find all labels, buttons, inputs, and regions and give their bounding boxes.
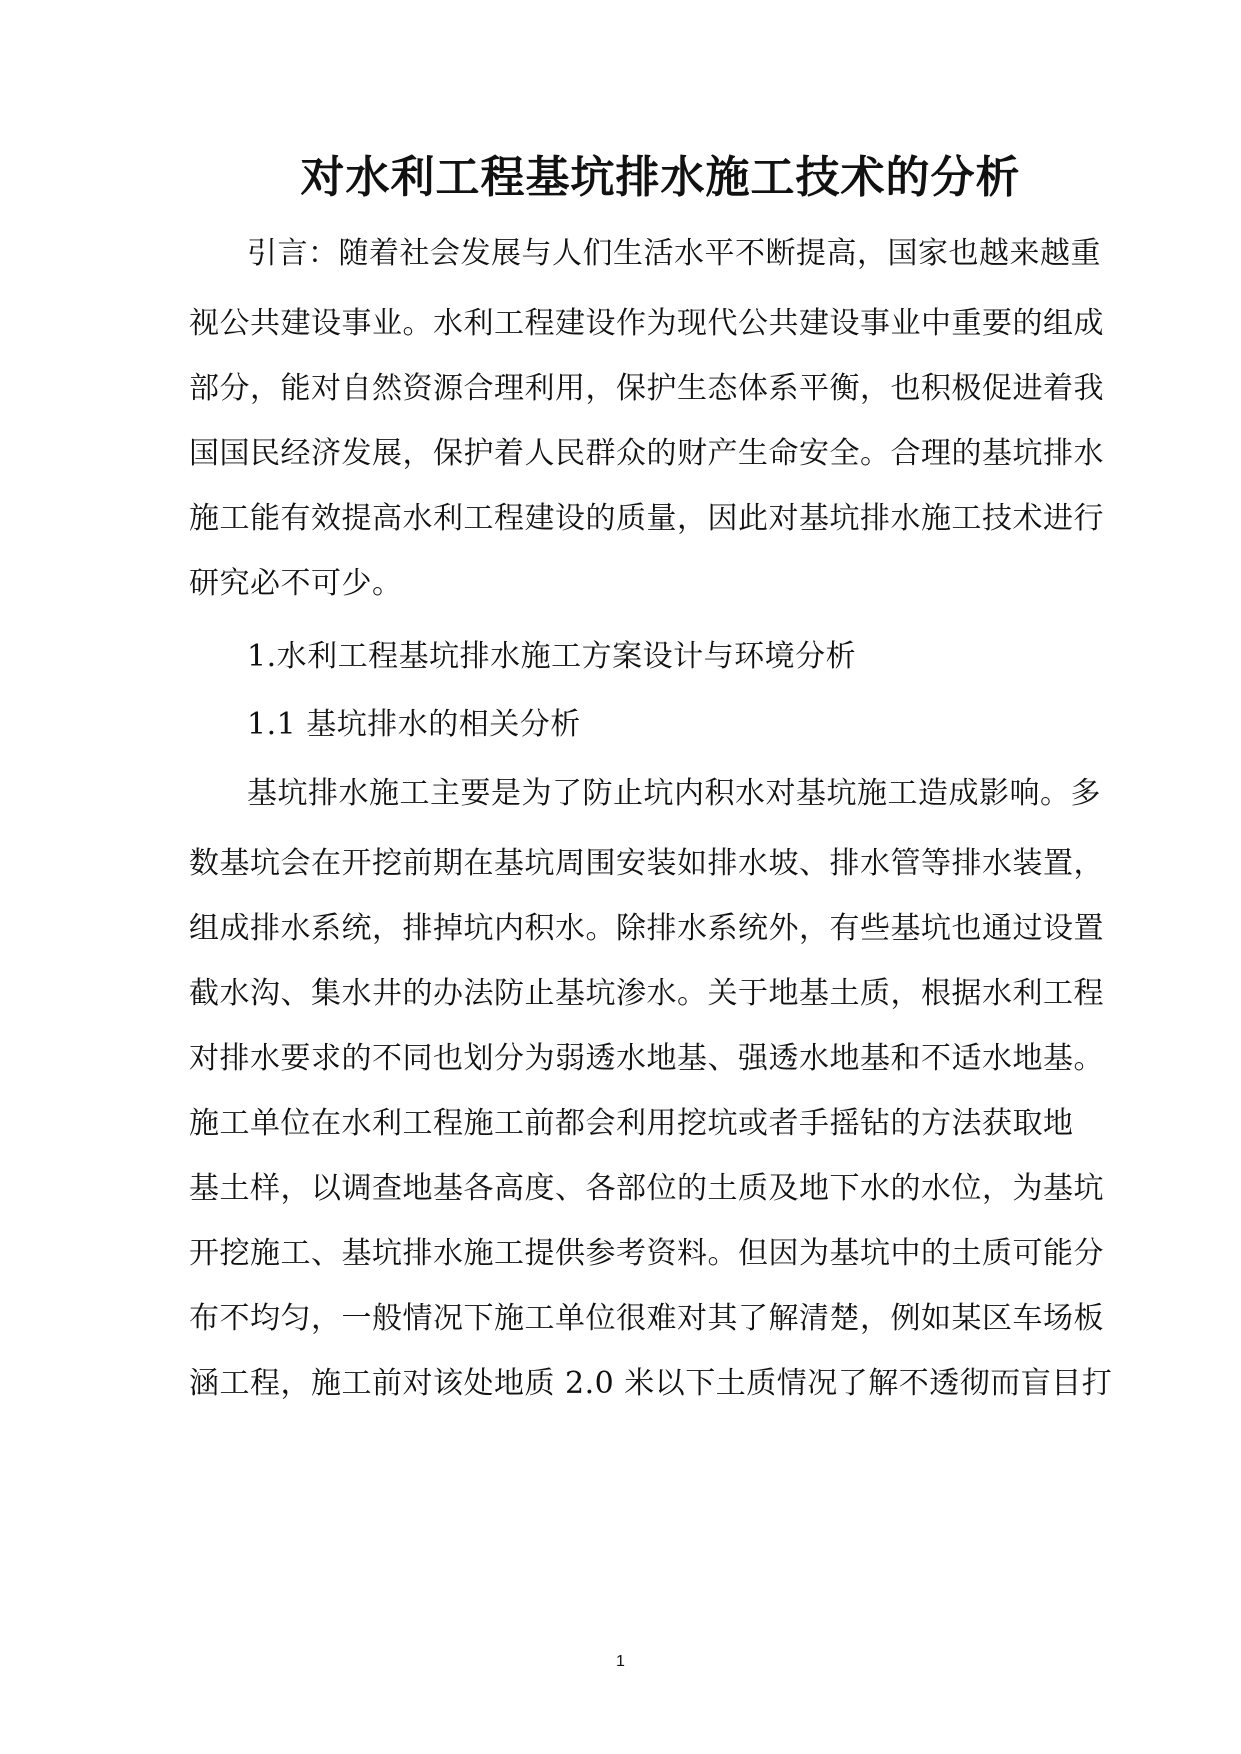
paragraph-line: 施工能有效提高水利工程建设的质量，因此对基坑排水施工技术进行 (189, 501, 1104, 536)
paragraph-line: 基土样，以调查地基各高度、各部位的土质及地下水的水位，为基坑 (189, 1171, 1104, 1206)
paragraph-line: 国国民经济发展，保护着人民群众的财产生命安全。合理的基坑排水 (189, 436, 1104, 471)
page-number: 1 (616, 1653, 625, 1670)
paragraph-line: 基坑排水施工主要是为了防止坑内积水对基坑施工造成影响。多 (247, 776, 1101, 811)
paragraph-line: 组成排水系统，排掉坑内积水。除排水系统外，有些基坑也通过设置 (189, 911, 1104, 946)
paragraph-line: 引言：随着社会发展与人们生活水平不断提高，国家也越来越重 (247, 236, 1101, 271)
paragraph-line: 视公共建设事业。水利工程建设作为现代公共建设事业中重要的组成 (189, 306, 1104, 341)
subsection-heading: 1.1 基坑排水的相关分析 (247, 707, 581, 742)
paragraph-line: 研究必不可少。 (189, 566, 403, 601)
paragraph-line: 涵工程，施工前对该处地质 2.0 米以下土质情况了解不透彻而盲目打 (189, 1366, 1113, 1401)
paragraph-line: 布不均匀，一般情况下施工单位很难对其了解清楚，例如某区车场板 (189, 1301, 1104, 1336)
paragraph-line: 开挖施工、基坑排水施工提供参考资料。但因为基坑中的土质可能分 (189, 1236, 1104, 1271)
section-heading: 1.水利工程基坑排水施工方案设计与环境分析 (247, 639, 857, 674)
paragraph-line: 部分，能对自然资源合理利用，保护生态体系平衡，也积极促进着我 (189, 371, 1104, 406)
paragraph-line: 对排水要求的不同也划分为弱透水地基、强透水地基和不适水地基。 (189, 1041, 1104, 1076)
paragraph-line: 截水沟、集水井的办法防止基坑渗水。关于地基土质，根据水利工程 (189, 976, 1104, 1011)
paragraph-line: 数基坑会在开挖前期在基坑周围安装如排水坡、排水管等排水装置， (189, 846, 1104, 881)
document-title: 对水利工程基坑排水施工技术的分析 (300, 152, 1021, 203)
paragraph-line: 施工单位在水利工程施工前都会利用挖坑或者手摇钻的方法获取地 (189, 1106, 1074, 1141)
